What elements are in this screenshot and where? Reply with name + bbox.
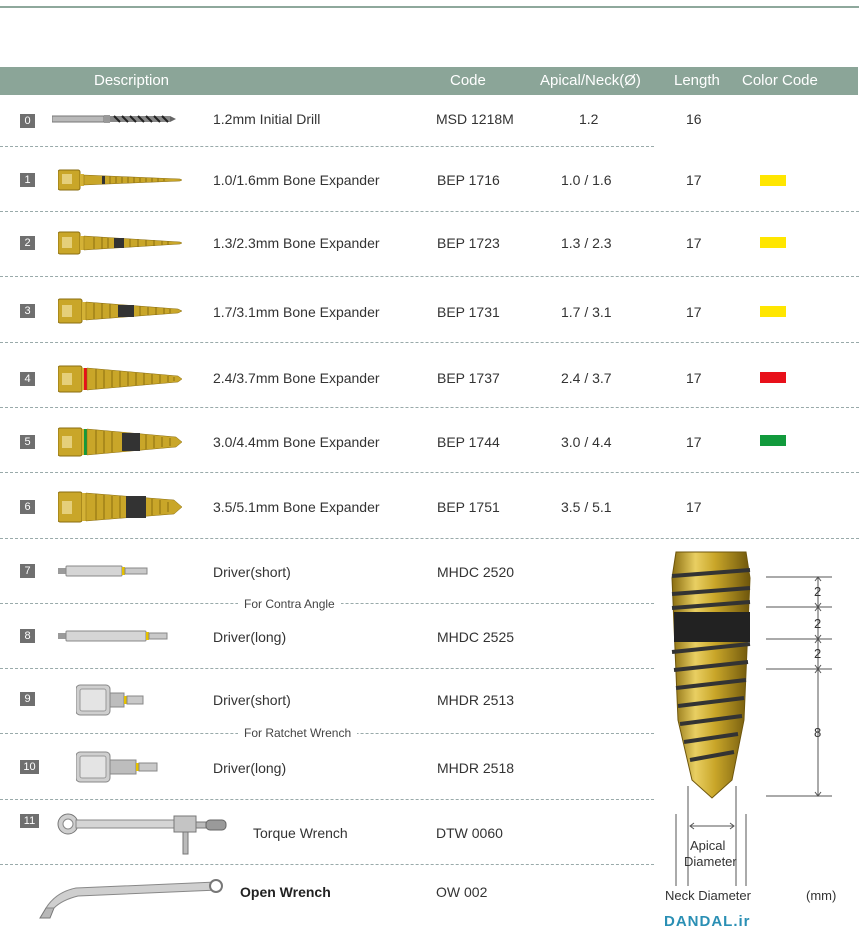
row-number: 10 <box>20 760 39 774</box>
row-description: Open Wrench <box>240 884 331 900</box>
row-length: 17 <box>686 235 702 251</box>
bone-expander-icon <box>58 490 184 524</box>
row-length: 17 <box>686 370 702 386</box>
bone-expander-icon <box>58 426 184 458</box>
group-label-contra-angle: For Contra Angle <box>238 597 341 611</box>
row-divider <box>0 799 654 800</box>
row-description: 3.5/5.1mm Bone Expander <box>213 499 380 515</box>
row-apical-neck: 3.0 / 4.4 <box>561 434 612 450</box>
row-divider <box>0 668 654 669</box>
row-description: 1.3/2.3mm Bone Expander <box>213 235 380 251</box>
row-number: 5 <box>20 435 35 449</box>
torque-wrench-icon <box>56 812 228 856</box>
row-code: MHDR 2513 <box>437 692 515 708</box>
row-number: 2 <box>20 236 35 250</box>
row-description: Driver(short) <box>213 692 291 708</box>
open-wrench-icon <box>36 874 226 922</box>
color-code-swatch <box>760 237 786 248</box>
neck-diameter-label: Neck Diameter <box>665 888 751 903</box>
row-number: 11 <box>20 814 39 828</box>
row-description: 1.7/3.1mm Bone Expander <box>213 304 380 320</box>
row-description: Driver(long) <box>213 629 287 645</box>
brand-watermark: DANDAL.ir <box>664 913 751 930</box>
table-header <box>0 67 858 95</box>
header-description: Description <box>94 72 170 89</box>
ratchet-driver-icon <box>76 750 160 784</box>
expander-dimension-diagram <box>650 550 859 946</box>
apical-diameter-label: Apical <box>690 838 726 853</box>
row-number: 0 <box>20 114 35 128</box>
row-divider <box>0 211 859 212</box>
group-label-ratchet-wrench: For Ratchet Wrench <box>238 726 357 740</box>
bone-expander-icon <box>58 364 184 394</box>
row-number: 6 <box>20 500 35 514</box>
row-divider <box>0 538 859 539</box>
dimension-label: 2 <box>814 646 822 661</box>
row-number: 7 <box>20 564 35 578</box>
apical-diameter-label: Diameter <box>684 854 737 869</box>
header-apical-neck: Apical/Neck(Ø) <box>540 72 641 89</box>
row-code: BEP 1751 <box>437 499 500 515</box>
color-code-swatch <box>760 175 786 186</box>
row-length: 17 <box>686 304 702 320</box>
row-description: Driver(long) <box>213 760 287 776</box>
bone-expander-icon <box>58 168 184 192</box>
row-divider <box>0 407 859 408</box>
row-divider <box>0 864 654 865</box>
row-description: 2.4/3.7mm Bone Expander <box>213 370 380 386</box>
row-number: 9 <box>20 692 35 706</box>
contra-angle-driver-icon <box>58 629 170 643</box>
row-divider <box>0 472 859 473</box>
dimension-label: 8 <box>814 725 822 740</box>
dimension-label: 2 <box>814 584 822 599</box>
row-apical-neck: 1.0 / 1.6 <box>561 172 612 188</box>
row-length: 16 <box>686 111 702 127</box>
row-code: BEP 1737 <box>437 370 500 386</box>
row-number: 4 <box>20 372 35 386</box>
row-description: Driver(short) <box>213 564 291 580</box>
row-description: 1.0/1.6mm Bone Expander <box>213 172 380 188</box>
bone-expander-icon <box>58 230 184 256</box>
row-length: 17 <box>686 499 702 515</box>
row-apical-neck: 3.5 / 5.1 <box>561 499 612 515</box>
initial-drill-icon <box>52 112 176 126</box>
row-apical-neck: 1.3 / 2.3 <box>561 235 612 251</box>
header-color-code: Color Code <box>742 72 818 89</box>
row-description: 3.0/4.4mm Bone Expander <box>213 434 380 450</box>
row-divider <box>0 276 859 277</box>
row-code: BEP 1731 <box>437 304 500 320</box>
row-apical-neck: 2.4 / 3.7 <box>561 370 612 386</box>
color-code-swatch <box>760 372 786 383</box>
row-description: 1.2mm Initial Drill <box>213 111 321 127</box>
bone-expander-icon <box>58 297 184 325</box>
row-number: 8 <box>20 629 35 643</box>
row-length: 17 <box>686 172 702 188</box>
row-code: BEP 1716 <box>437 172 500 188</box>
row-description: Torque Wrench <box>253 825 348 841</box>
row-code: BEP 1723 <box>437 235 500 251</box>
header-code: Code <box>450 72 486 89</box>
row-code: MHDC 2520 <box>437 564 515 580</box>
dimension-label: 2 <box>814 616 822 631</box>
header-length: Length <box>674 72 720 89</box>
bone-expander-closeup-icon <box>650 550 859 946</box>
row-code: OW 002 <box>436 884 488 900</box>
row-code: MHDC 2525 <box>437 629 515 645</box>
unit-label: (mm) <box>806 888 837 903</box>
color-code-swatch <box>760 435 786 446</box>
row-code: MHDR 2518 <box>437 760 515 776</box>
row-divider <box>0 146 654 147</box>
color-code-swatch <box>760 306 786 317</box>
top-divider <box>0 6 859 8</box>
row-apical-neck: 1.2 <box>579 111 599 127</box>
row-code: MSD 1218M <box>436 111 514 127</box>
row-code: DTW 0060 <box>436 825 503 841</box>
row-code: BEP 1744 <box>437 434 500 450</box>
row-length: 17 <box>686 434 702 450</box>
row-number: 1 <box>20 173 35 187</box>
row-divider <box>0 342 859 343</box>
ratchet-driver-icon <box>76 683 146 717</box>
row-apical-neck: 1.7 / 3.1 <box>561 304 612 320</box>
contra-angle-driver-icon <box>58 564 150 578</box>
row-number: 3 <box>20 304 35 318</box>
